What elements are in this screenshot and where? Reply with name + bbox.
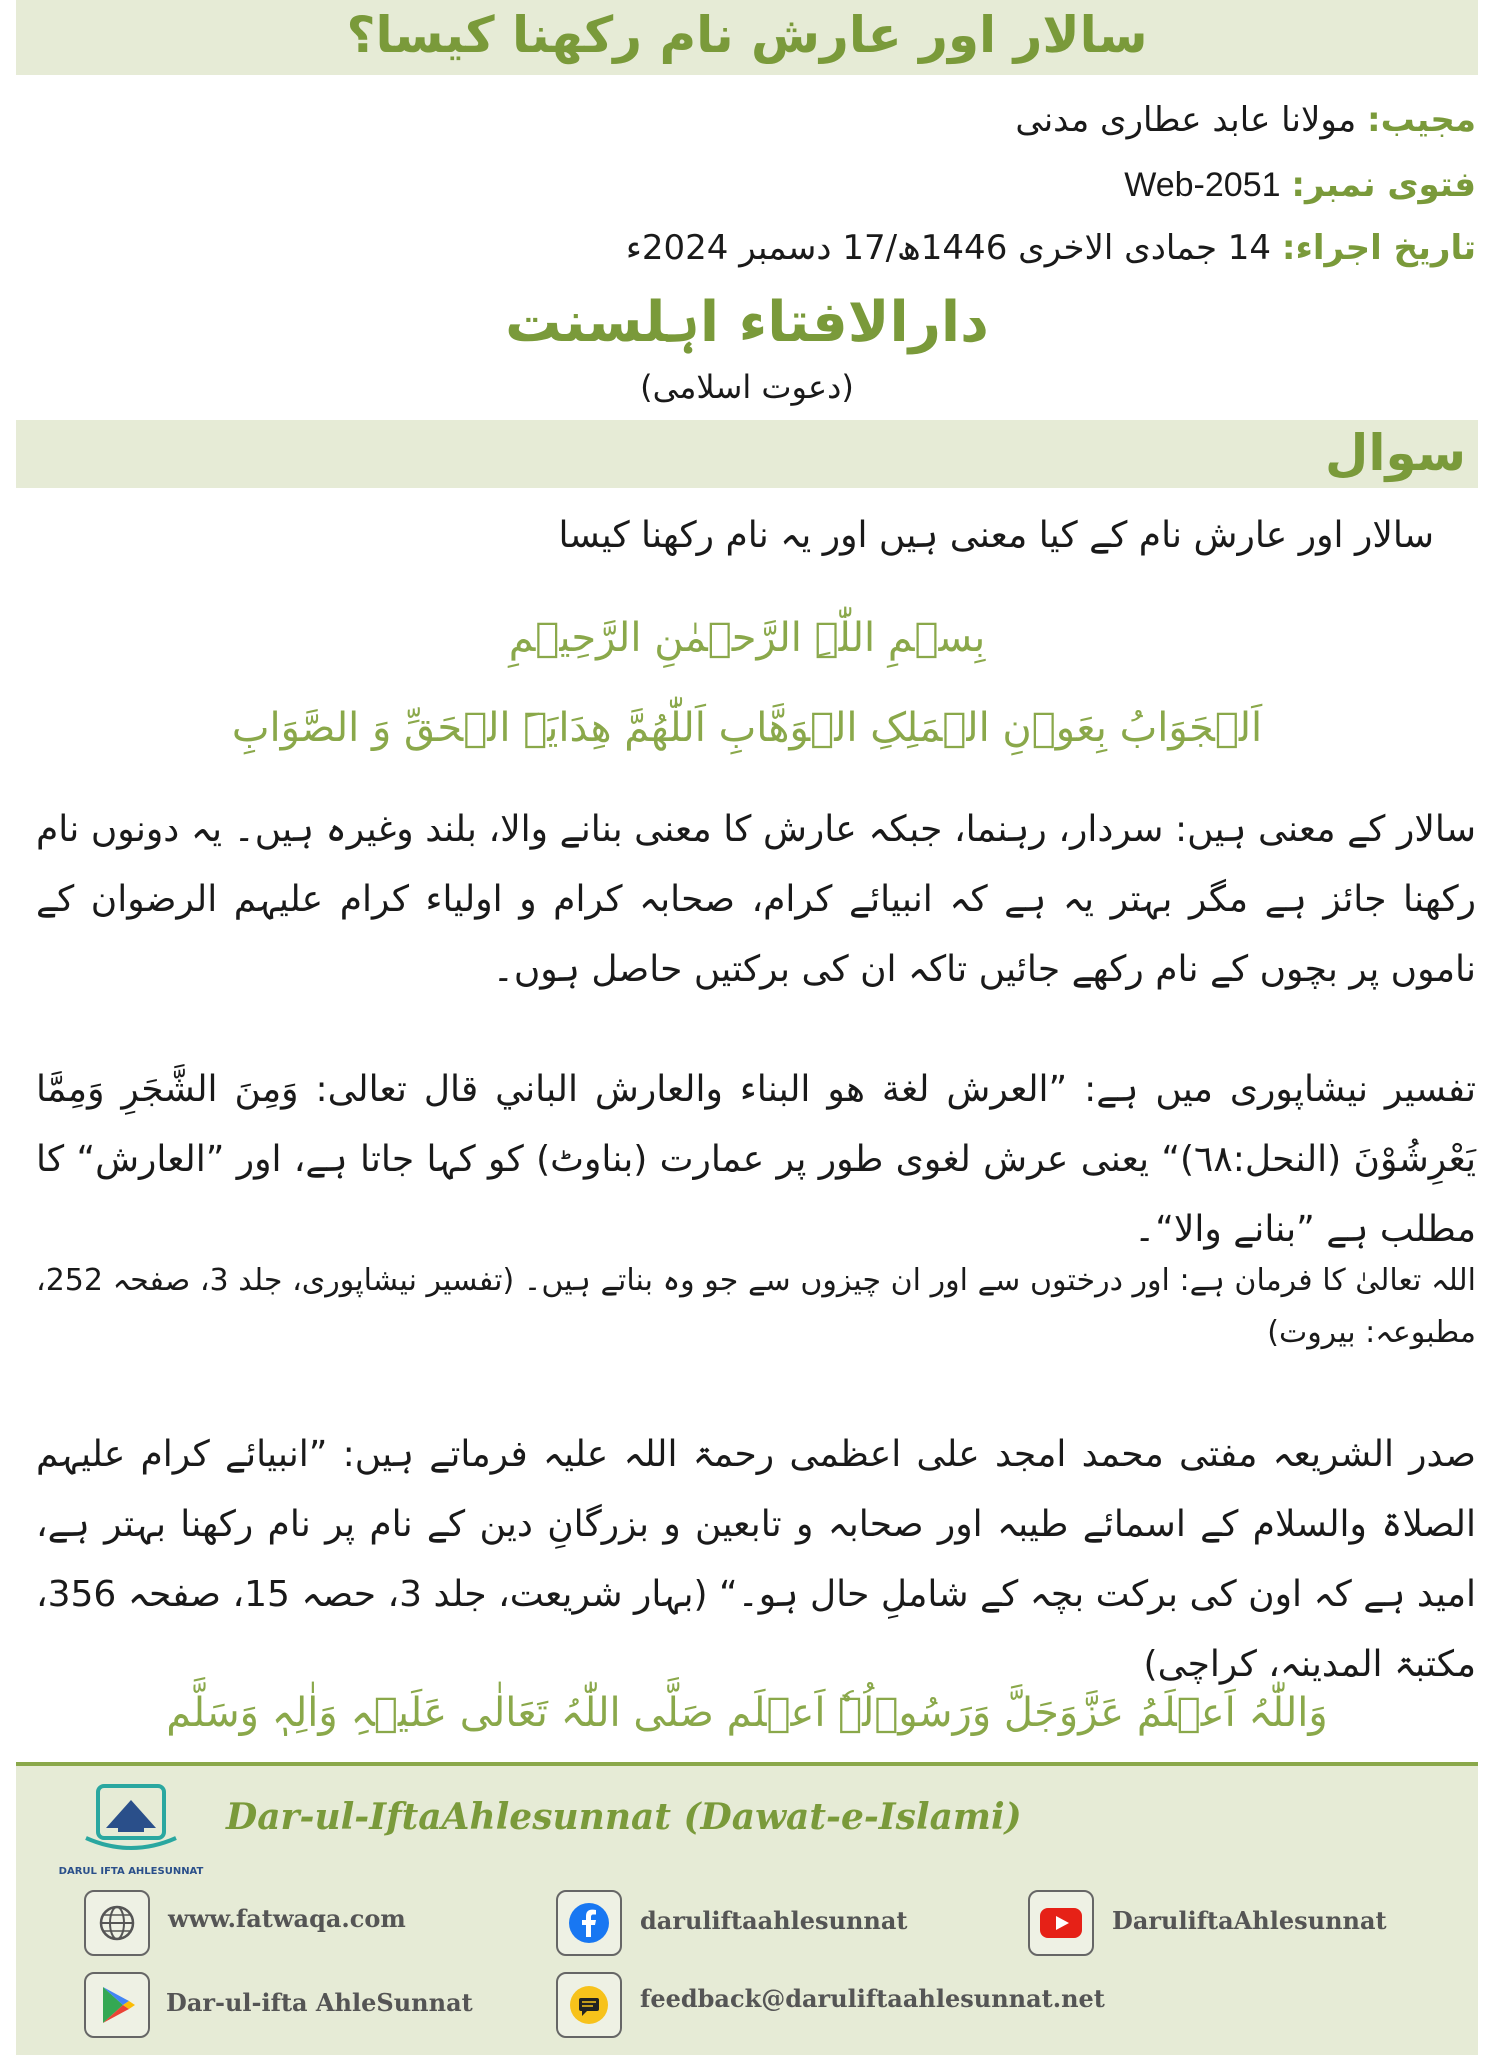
date-label: تاریخ اجراء: bbox=[1281, 228, 1476, 268]
globe-icon[interactable] bbox=[84, 1890, 150, 1956]
answer-paragraph-3: اللہ تعالیٰ کا فرمان ہے: اور درختوں سے اور ان چیزوں سے جو وہ بناتے ہیں۔ (تفسیر نیشاپوری، جلد 3، صفحہ 252، مطبوعہ: بیروت) bbox=[36, 1263, 1476, 1350]
play-store-icon[interactable] bbox=[84, 1972, 150, 2038]
closing-line: وَاللّٰہُ اَعۡلَمُ عَزَّوَجَلَّ وَرَسُوۡلُہٗ اَعۡلَم صَلَّی اللّٰہُ تَعَالٰی عَلَیۡہِ وَاٰلِہٖ وَسَلَّم bbox=[166, 1690, 1328, 1736]
footer bbox=[16, 1766, 1478, 2055]
fatwa-number-value: Web-2051 bbox=[1124, 166, 1281, 204]
org-name: دارالافتاء اہلسنت bbox=[505, 290, 989, 355]
page-title: سالار اور عارش نام رکھنا کیسا؟ bbox=[346, 6, 1148, 64]
play-store-link[interactable]: Dar-ul-ifta AhleSunnat bbox=[166, 1988, 473, 2017]
bismillah: بِسۡمِ اللّٰہِ الرَّحۡمٰنِ الرَّحِیۡمِ bbox=[508, 615, 986, 661]
logo bbox=[58, 1778, 204, 1888]
section-title: سوال bbox=[1324, 424, 1466, 482]
brand-name: Dar-ul-IftaAhlesunnat (Dawat-e-Islami) bbox=[226, 1796, 1022, 1838]
jawab-line: اَلۡجَوَابُ بِعَوۡنِ الۡمَلِکِ الۡوَھَّابِ اَللّٰھُمَّ ھِدَایَۃَ الۡحَقِّ وَ الصَّوَابِ bbox=[231, 705, 1263, 751]
org-subtitle: (دعوت اسلامی) bbox=[640, 368, 854, 406]
feedback-icon[interactable] bbox=[556, 1972, 622, 2038]
section-band bbox=[16, 420, 1478, 488]
mujeeb-label: مجیب: bbox=[1366, 100, 1476, 140]
mujeeb-row bbox=[1015, 100, 1476, 140]
mujeeb-value: مولانا عابد عطاری مدنی bbox=[1015, 100, 1357, 140]
question-text: سالار اور عارش نام کے کیا معنی ہیں اور یہ نام رکھنا کیسا bbox=[558, 515, 1434, 556]
facebook-link[interactable]: daruliftaahlesunnat bbox=[640, 1906, 908, 1935]
title-band bbox=[16, 0, 1478, 75]
answer-paragraph-2: تفسیر نیشاپوری میں ہے: ”العرش لغة هو البناء والعارش الباني قال تعالی: وَمِنَ الشَّجَرِ وَمِمَّا يَعْرِشُوْنَ (النحل:٦٨)“ یعنی عرش لغوی طور پر عمارت (بناوٹ) کو کہا جاتا ہے، اور ”العارش“ کا مطلب ہے ”بنانے والا“۔ bbox=[36, 1069, 1476, 1250]
website-link[interactable]: www.fatwaqa.com bbox=[168, 1904, 406, 1933]
date-row bbox=[626, 228, 1476, 268]
logo-text: DARUL IFTA AHLESUNNAT bbox=[58, 1866, 204, 1877]
date-value: 14 جمادی الاخری 1446ھ/17 دسمبر 2024ء bbox=[625, 228, 1272, 268]
answer-paragraph-1: سالار کے معنی ہیں: سردار، رہنما، جبکہ عارش کا معنی بنانے والا، بلند وغیرہ ہیں۔ یہ دونوں نام رکھنا جائز ہے مگر بہتر یہ ہے کہ انبیائے کرام، صحابہ کرام و اولیاء کرام علیہم الرضوان کے ناموں پر بچوں کے نام رکھے جائیں تاکہ ان کی برکتیں حاصل ہوں۔ bbox=[36, 809, 1476, 990]
facebook-icon[interactable] bbox=[556, 1890, 622, 1956]
fatwa-number-label: فتوی نمبر: bbox=[1291, 165, 1476, 205]
fatwa-number-row bbox=[1124, 165, 1476, 205]
youtube-icon[interactable] bbox=[1028, 1890, 1094, 1956]
youtube-link[interactable]: DaruliftaAhlesunnat bbox=[1112, 1906, 1387, 1935]
feedback-email-link[interactable]: feedback@daruliftaahlesunnat.net bbox=[640, 1984, 1105, 2013]
answer-paragraph-4: صدر الشریعہ مفتی محمد امجد علی اعظمی رحمۃ اللہ علیہ فرماتے ہیں: ”انبیائے کرام علیہم الصلاۃ والسلام کے اسمائے طیبہ اور صحابہ و تابعین و بزرگانِ دین کے نام پر نام رکھنا بہتر ہے، امید ہے کہ اون کی برکت بچہ کے شاملِ حال ہو۔“ (بہار شریعت، جلد 3، حصہ 15، صفحہ 356، مکتبۃ المدینہ، کراچی) bbox=[36, 1434, 1476, 1685]
